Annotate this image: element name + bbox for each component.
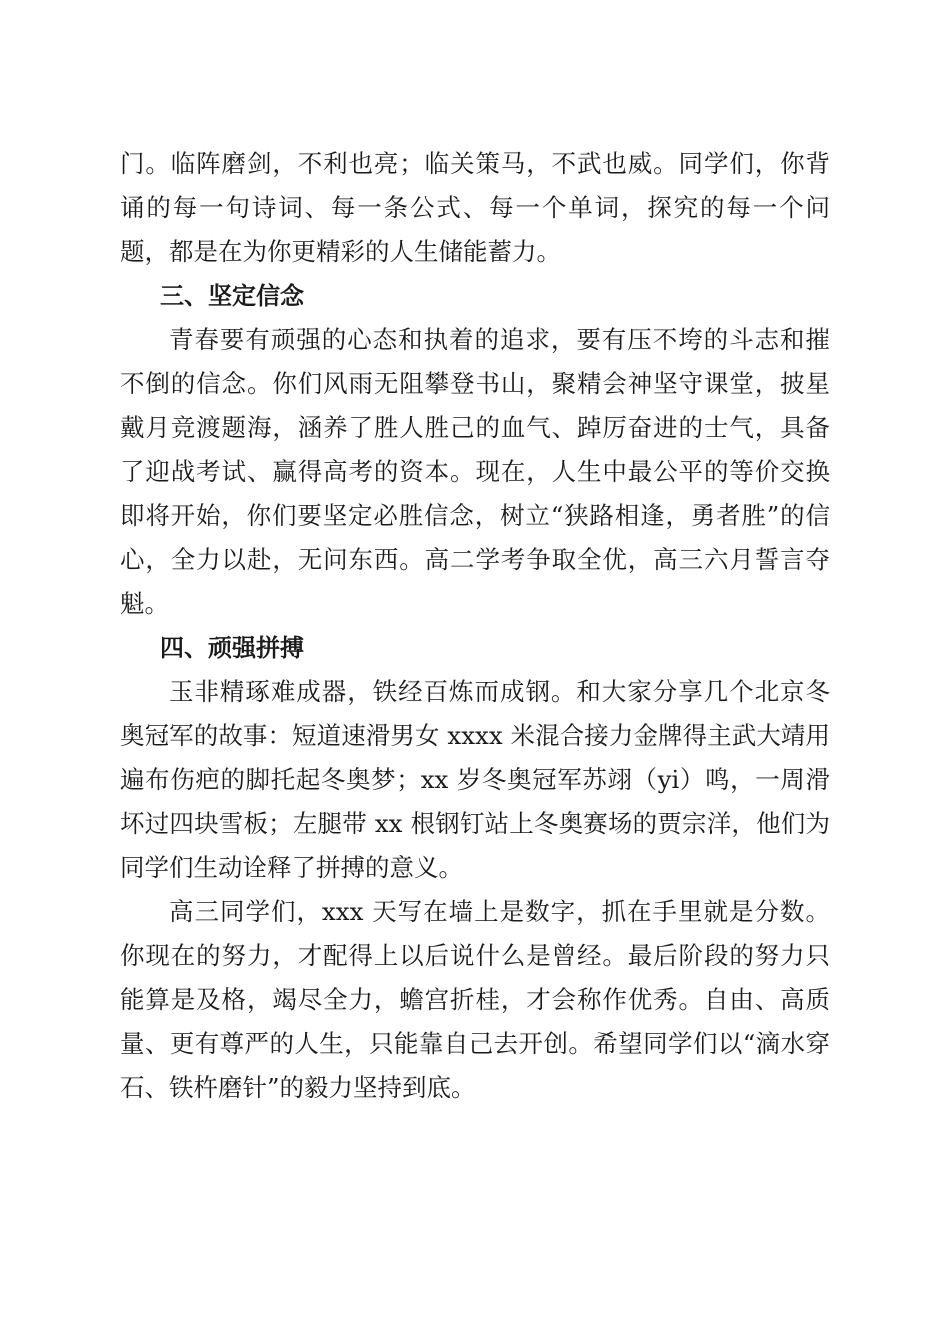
document-page [120, 142, 830, 1110]
paragraph-senior-students: 高三同学们，xxx 天写在墙上是数字，抓在手里就是分数。你现在的努力，才配得上以后说什么是曾经。最后阶段的努力只能算是及格，竭尽全力，蟾宫折桂，才会称作优秀。自由、高质量、更有尊严的人生，只能靠自己去开创。希望同学们以“滴水穿石、铁杵磨针”的毅力坚持到底。 [120, 897, 830, 1102]
section-heading-strive-hard: 四、顽强拼搏 [160, 634, 304, 662]
paragraph-firm-belief: 青春要有顽强的心态和执着的追求，要有压不垮的斗志和摧不倒的信念。你们风雨无阻攀登书山，聚精会神坚守课堂，披星戴月竞渡题海，涵养了胜人胜己的血气、踔厉奋进的士气，具备了迎战考试、赢得高考的资本。现在，人生中最公平的等价交换即将开始，你们要坚定必胜信念，树立“狭路相逢，勇者胜”的信心，全力以赴，无问东西。高二学考争取全优，高三六月誓言夺魁。 [120, 325, 830, 618]
paragraph-olympic-stories: 玉非精琢难成器，铁经百炼而成钢。和大家分享几个北京冬奥冠军的故事：短道速滑男女 xxxx 米混合接力金牌得主武大靖用遍布伤疤的脚托起冬奥梦；xx 岁冬奥冠军苏翊（yi）鸣，一周滑坏过四块雪板；左腿带 xx 根钢钉站上冬奥赛场的贾宗洋，他们为同学们生动诠释了拼搏的意义。 [120, 677, 830, 882]
paragraph-continuation: 门。临阵磨剑，不利也亮；临关策马，不武也威。同学们，你背诵的每一句诗词、每一条公式、每一个单词，探究的每一个问题，都是在为你更精彩的人生储能蓄力。 [120, 149, 830, 266]
section-heading-firm-belief: 三、坚定信念 [160, 282, 304, 310]
